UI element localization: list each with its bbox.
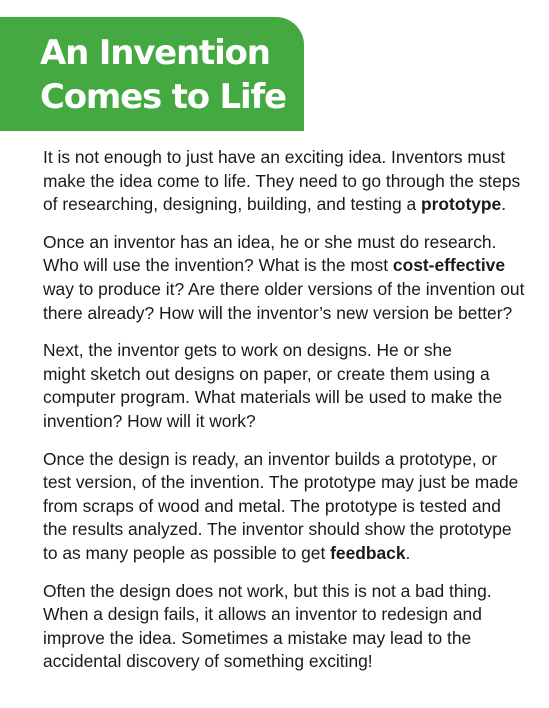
text-line <box>43 386 533 410</box>
text-line <box>43 231 533 255</box>
title-line-2: Comes to Life <box>40 77 286 117</box>
keyword-cost-effective: cost-effective <box>392 255 506 276</box>
text-line <box>43 518 533 542</box>
text-line <box>43 471 533 495</box>
text-run: of researching, designing, building, and testing a <box>43 194 422 215</box>
paragraph <box>43 580 533 674</box>
text-line <box>43 603 533 627</box>
text-line <box>43 339 533 363</box>
text-run: improve the idea. Sometimes a mistake may lead to the <box>43 627 472 648</box>
text-line <box>43 448 533 472</box>
text-run: accidental discovery of something exciting! <box>43 651 373 672</box>
paragraph <box>43 146 533 217</box>
text-line <box>43 278 533 302</box>
text-line <box>43 170 533 194</box>
text-run: there already? How will the inventor’s new version be better? <box>43 302 513 323</box>
text-line <box>43 542 533 566</box>
text-run: computer program. What materials will be used to make the <box>43 387 503 408</box>
text-run: It is not enough to just have an exciting idea. Inventors must <box>43 147 506 167</box>
text-run: Often the design does not work, but this is not a bad thing. <box>43 580 492 601</box>
text-run: might sketch out designs on paper, or create them using a <box>43 363 490 384</box>
article-body <box>43 146 533 688</box>
paragraph <box>43 448 533 566</box>
title-line-1: An Invention <box>40 33 270 73</box>
text-run: to as many people as possible to get <box>43 542 331 563</box>
keyword-prototype: prototype <box>421 194 502 215</box>
text-run: Once an inventor has an idea, he or she must do research. <box>43 231 497 252</box>
text-run: the results analyzed. The inventor should show the prototype <box>43 519 512 540</box>
title-banner <box>0 17 304 131</box>
text-line <box>43 580 533 604</box>
text-run: . <box>501 194 507 215</box>
text-line <box>43 363 533 387</box>
text-run: way to produce it? Are there older versions of the invention out <box>43 278 525 299</box>
text-run: Next, the inventor gets to work on designs. He or she <box>43 340 452 361</box>
text-line <box>43 193 533 217</box>
text-run: test version, of the invention. The prototype may just be made <box>43 472 519 493</box>
text-line <box>43 146 533 170</box>
text-run: Once the design is ready, an inventor builds a prototype, or <box>43 448 498 469</box>
text-run: make the idea come to life. They need to go through the steps <box>43 170 521 191</box>
text-line <box>43 627 533 651</box>
text-run: invention? How will it work? <box>43 410 256 431</box>
text-line <box>43 495 533 519</box>
text-line <box>43 302 533 326</box>
text-run: from scraps of wood and metal. The prototype is tested and <box>43 495 501 516</box>
text-line <box>43 254 533 278</box>
text-line <box>43 410 533 434</box>
text-run: . <box>405 542 411 563</box>
paragraph <box>43 231 533 325</box>
paragraph <box>43 339 533 433</box>
text-line <box>43 650 533 674</box>
text-run: Who will use the invention? What is the most <box>43 255 393 276</box>
keyword-feedback: feedback <box>330 542 406 563</box>
text-run: When a design fails, it allows an inventor to redesign and <box>43 604 482 625</box>
